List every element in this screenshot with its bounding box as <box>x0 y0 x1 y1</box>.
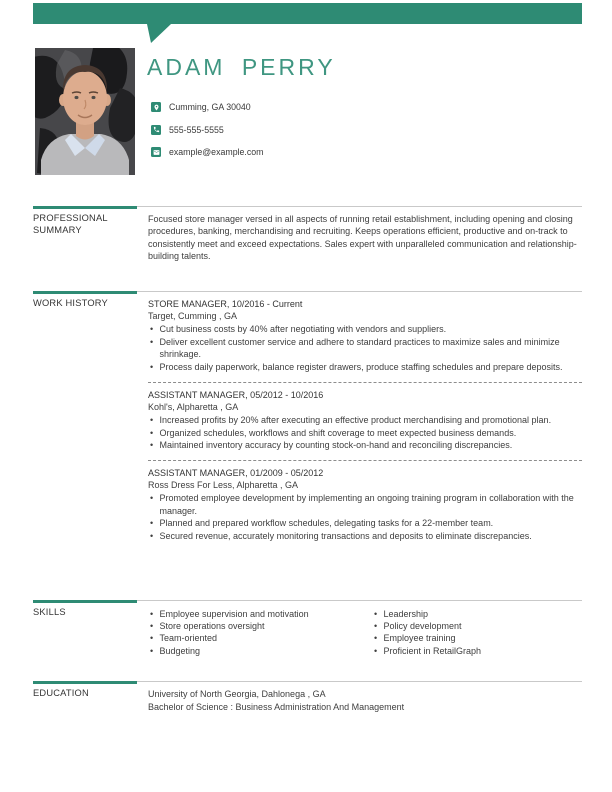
banner-tail-triangle <box>147 24 171 44</box>
education-school: University of North Georgia, Dahlonega , GA <box>148 689 326 699</box>
job-heading: ASSISTANT MANAGER, 05/2012 - 10/2016 <box>148 389 324 400</box>
email-icon <box>151 147 161 157</box>
job-bullet: • Deliver excellent customer service and adhere to standard practices to maximize sales and minimize shrinkage. <box>148 336 582 361</box>
profile-photo <box>35 48 135 175</box>
section-rule <box>33 681 582 684</box>
summary-text: Focused store manager versed in all aspects of running retail establishment, including opening and closing procedures, banking, merchandising and recruiting. Keeps operations efficient, productive and on-track to consistently meet and exceed expectations. Sales expert with unparalleled communication and relationship-building talents. <box>148 214 577 262</box>
skill-item: • Budgeting <box>148 645 372 657</box>
job-separator-dashed <box>148 460 582 461</box>
job-bullet: • Increased profits by 20% after executing an effective product merchandising and promotional plan. <box>148 414 582 426</box>
job-heading: STORE MANAGER, 10/2016 - Current <box>148 299 303 309</box>
job-bullets <box>148 323 582 373</box>
job-company: Target, Cumming , GA <box>148 311 238 322</box>
location-text: Cumming, GA 30040 <box>169 102 251 112</box>
skill-item: • Leadership <box>372 608 582 620</box>
job-bullet: • Maintained inventory accuracy by counting stock-on-hand and reconciling discrepancies. <box>148 439 582 451</box>
candidate-name: ADAM PERRY <box>147 54 336 80</box>
contact-row-email <box>151 146 264 158</box>
job-bullet: • Cut business costs by 40% after negotiating with vendors and suppliers. <box>148 323 582 335</box>
skills-section-label: SKILLS <box>33 607 66 617</box>
header-banner <box>33 3 582 24</box>
job-bullet: • Planned and prepared workflow schedules, delegating tasks for a 22-member team. <box>148 517 582 529</box>
section-professional-summary <box>33 206 582 263</box>
skill-item: • Employee supervision and motivation <box>148 608 372 620</box>
job-bullets <box>148 492 582 542</box>
job-bullets <box>148 414 582 451</box>
job-bullet: • Secured revenue, accurately monitoring transactions and deposits to eliminate discrepancies. <box>148 530 582 542</box>
education-degree: Bachelor of Science : Business Administration And Management <box>148 702 405 712</box>
job-separator-dashed <box>148 382 582 383</box>
section-skills <box>33 600 582 657</box>
job-entry-store-manager <box>148 298 582 373</box>
job-entry-assistant-manager-kohls <box>148 389 582 452</box>
skill-item: • Store operations oversight <box>148 620 372 632</box>
phone-text: 555-555-5555 <box>169 124 224 135</box>
skill-item: • Team-oriented <box>148 632 372 644</box>
phone-icon <box>151 125 161 135</box>
summary-section-label: PROFESSIONAL SUMMARY <box>33 213 108 235</box>
job-company: Kohl's, Alpharetta , GA <box>148 402 239 413</box>
skill-item: • Employee training <box>372 632 582 644</box>
section-education <box>33 681 582 714</box>
section-work-history <box>33 291 582 542</box>
section-rule <box>33 600 582 603</box>
section-rule <box>33 206 582 209</box>
job-bullet: • Process daily paperwork, balance register drawers, produce staffing schedules and prepare deposits. <box>148 361 582 373</box>
skills-list-left <box>148 608 372 658</box>
skill-item: • Proficient in RetailGraph <box>372 645 582 657</box>
job-bullet: • Organized schedules, workflows and shift coverage to meet expected business demands. <box>148 427 582 439</box>
contact-block <box>151 101 264 169</box>
job-bullet: • Promoted employee development by implementing an ongoing training program in collaboration with the manager. <box>148 492 582 517</box>
job-entry-assistant-manager-ross <box>148 467 582 542</box>
email-text: example@example.com <box>169 147 264 157</box>
job-heading: ASSISTANT MANAGER, 01/2009 - 05/2012 <box>148 467 324 478</box>
contact-row-phone <box>151 124 264 136</box>
contact-row-location <box>151 101 264 113</box>
skill-item: • Policy development <box>372 620 582 632</box>
skills-list-right <box>372 608 582 658</box>
section-rule <box>33 291 582 294</box>
work-history-section-label: WORK HISTORY <box>33 298 108 308</box>
job-company: Ross Dress For Less, Alpharetta , GA <box>148 480 299 491</box>
location-pin-icon <box>151 102 161 112</box>
education-section-label: EDUCATION <box>33 688 89 698</box>
